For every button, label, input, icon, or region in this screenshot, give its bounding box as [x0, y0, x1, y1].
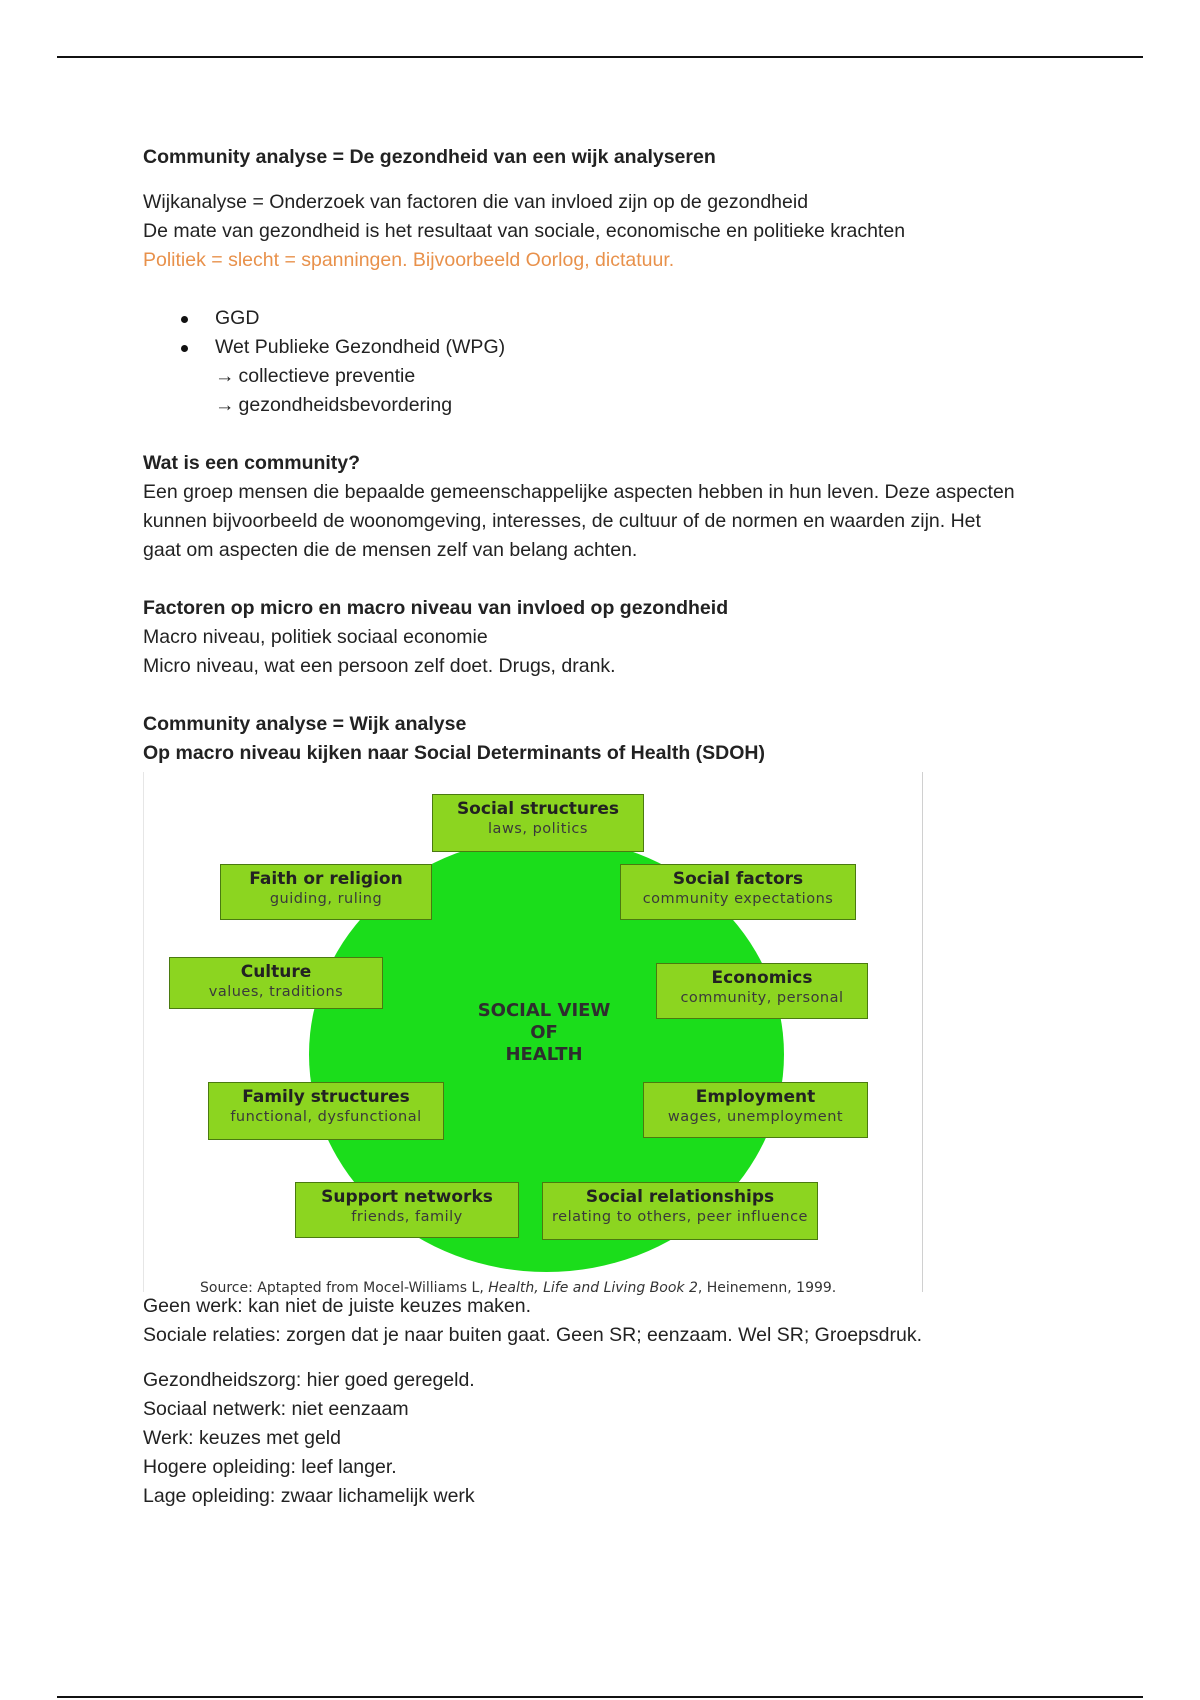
- factors-line-1: Macro niveau, politiek sociaal economie: [143, 626, 488, 648]
- box-family-structures: Family structures functional, dysfunctional: [208, 1082, 444, 1140]
- diagram-source: Source: Aptapted from Mocel-Williams L, Health, Life and Living Book 2, Heinemenn, 1999.: [200, 1280, 837, 1296]
- heading-community-analysis: Community analyse = De gezondheid van een wijk analyseren: [143, 146, 716, 168]
- after-line-2: Sociale relaties: zorgen dat je naar buiten gaat. Geen SR; eenzaam. Wel SR; Groepsdruk.: [143, 1324, 922, 1346]
- bullet-list: [143, 304, 1103, 362]
- community-line-1: Een groep mensen die bepaalde gemeenschappelijke aspecten hebben in hun leven. Deze aspecten: [143, 481, 1015, 503]
- heading-sdoh: Op macro niveau kijken naar Social Determinants of Health (SDOH): [143, 742, 766, 764]
- box-social-relationships: Social relationships relating to others, peer influence: [542, 1182, 818, 1240]
- box-faith-religion: Faith or religion guiding, ruling: [220, 864, 432, 920]
- heading-wijk-analyse: Community analyse = Wijk analyse: [143, 713, 467, 735]
- heading-factors: Factoren op micro en macro niveau van invloed op gezondheid: [143, 597, 729, 619]
- document-body: [143, 143, 1103, 1511]
- community-line-3: gaat om aspecten die de mensen zelf van belang achten.: [143, 539, 638, 561]
- arrow-right-icon: →: [215, 365, 235, 387]
- factors-line-2: Micro niveau, wat een persoon zelf doet. Drugs, drank.: [143, 655, 616, 677]
- summary-line-4: Hogere opleiding: leef langer.: [143, 1456, 397, 1478]
- politics-note: Politiek = slecht = spanningen. Bijvoorbeeld Oorlog, dictatuur.: [143, 249, 675, 271]
- summary-line-2: Sociaal netwerk: niet eenzaam: [143, 1398, 409, 1420]
- summary-line-3: Werk: keuzes met geld: [143, 1427, 341, 1449]
- box-economics: Economics community, personal: [656, 963, 868, 1019]
- intro-line-1: Wijkanalyse = Onderzoek van factoren die van invloed zijn op de gezondheid: [143, 191, 809, 213]
- box-employment: Employment wages, unemployment: [643, 1082, 868, 1138]
- center-label: SOCIAL VIEW OF HEALTH: [477, 1000, 611, 1065]
- list-item: Wet Publieke Gezondheid (WPG): [143, 333, 1103, 362]
- box-social-factors: Social factors community expectations: [620, 864, 856, 920]
- list-item: GGD: [143, 304, 1103, 333]
- box-social-structures: Social structures laws, politics: [432, 794, 644, 852]
- sdoh-diagram: [143, 772, 923, 1296]
- summary-line-1: Gezondheidszorg: hier goed geregeld.: [143, 1369, 475, 1391]
- top-rule: [57, 56, 1143, 58]
- after-line-1: Geen werk: kan niet de juiste keuzes maken.: [143, 1295, 532, 1317]
- bullet-icon: [181, 316, 188, 323]
- heading-community: Wat is een community?: [143, 452, 361, 474]
- bullet-icon: [181, 345, 188, 352]
- arrow-item: → gezondheidsbevordering: [215, 394, 453, 416]
- box-culture: Culture values, traditions: [169, 957, 383, 1009]
- summary-line-5: Lage opleiding: zwaar lichamelijk werk: [143, 1485, 475, 1507]
- box-support-networks: Support networks friends, family: [295, 1182, 519, 1238]
- arrow-right-icon: →: [215, 394, 235, 416]
- arrow-item: → collectieve preventie: [215, 365, 416, 387]
- intro-line-2: De mate van gezondheid is het resultaat van sociale, economische en politieke krachten: [143, 220, 906, 242]
- community-line-2: kunnen bijvoorbeeld de woonomgeving, interesses, de cultuur of de normen en waarden zijn. Het: [143, 510, 981, 532]
- bottom-rule: [57, 1696, 1143, 1698]
